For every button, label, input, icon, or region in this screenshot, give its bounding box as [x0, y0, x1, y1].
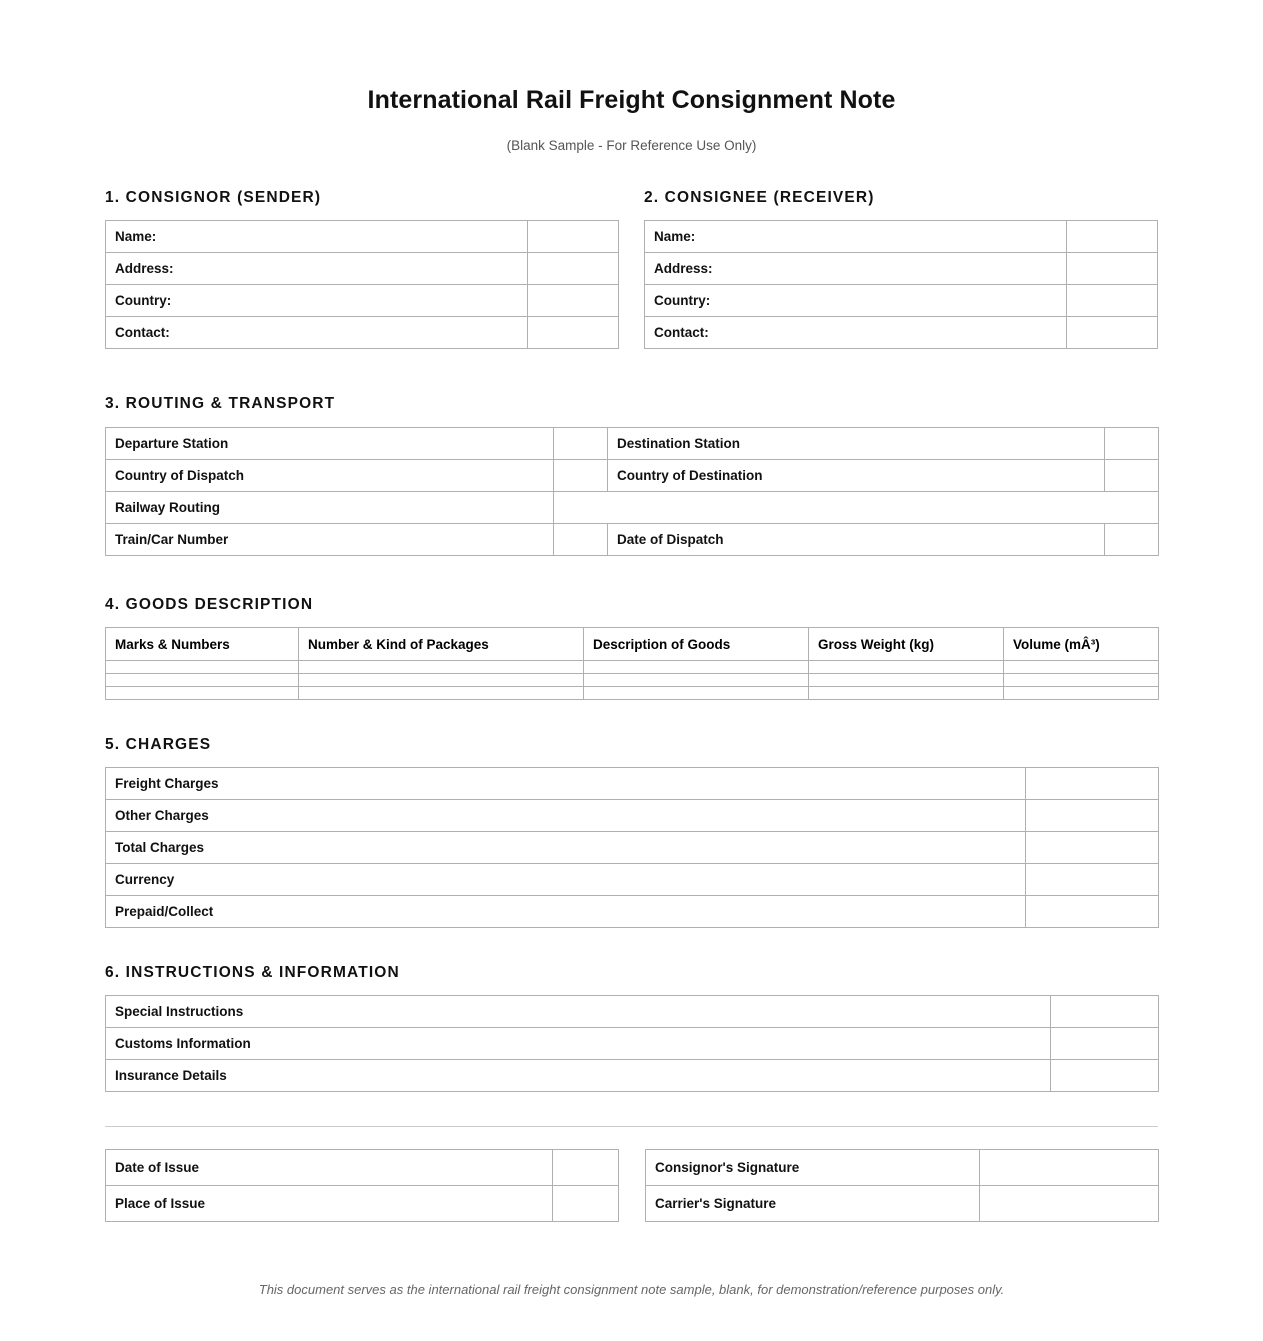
consignor-table — [105, 220, 619, 349]
goods-cell[interactable] — [299, 661, 584, 674]
table-row — [106, 460, 1159, 492]
country-of-dispatch-field[interactable] — [554, 460, 608, 492]
column-header-gross-weight: Gross Weight (kg) — [809, 628, 1004, 661]
other-charges-field[interactable] — [1026, 800, 1159, 832]
issue-table — [105, 1149, 619, 1222]
consignee-address-field[interactable] — [1067, 253, 1158, 285]
goods-cell[interactable] — [106, 661, 299, 674]
currency-label: Currency — [106, 864, 1026, 896]
goods-cell[interactable] — [299, 674, 584, 687]
consignor-name-field[interactable] — [528, 221, 619, 253]
section-heading-consignee: 2. CONSIGNEE (RECEIVER) — [644, 189, 875, 206]
departure-station-label: Departure Station — [106, 428, 554, 460]
table-row — [106, 800, 1159, 832]
table-row — [106, 768, 1159, 800]
page-title: International Rail Freight Consignment Note — [367, 86, 896, 114]
table-row — [106, 674, 1159, 687]
column-header-volume: Volume (mÂ³) — [1004, 628, 1159, 661]
consignee-table — [644, 220, 1158, 349]
goods-cell[interactable] — [584, 661, 809, 674]
table-row — [106, 996, 1159, 1028]
table-row — [106, 221, 619, 253]
consignee-address-label: Address: — [645, 253, 1067, 285]
railway-routing-field[interactable] — [554, 492, 1159, 524]
prepaid-collect-field[interactable] — [1026, 896, 1159, 928]
goods-cell[interactable] — [1004, 674, 1159, 687]
footer-note: This document serves as the international rail freight consignment note sample, blank, for demonstration/reference purposes only. — [258, 1282, 1005, 1297]
table-row — [106, 1186, 619, 1222]
country-of-dispatch-label: Country of Dispatch — [106, 460, 554, 492]
table-row — [106, 253, 619, 285]
special-instructions-field[interactable] — [1051, 996, 1159, 1028]
table-row — [106, 428, 1159, 460]
charges-table — [105, 767, 1159, 928]
column-header-marks-numbers: Marks & Numbers — [106, 628, 299, 661]
consignee-name-label: Name: — [645, 221, 1067, 253]
freight-charges-label: Freight Charges — [106, 768, 1026, 800]
section-heading-instructions: 6. INSTRUCTIONS & INFORMATION — [105, 964, 400, 981]
total-charges-field[interactable] — [1026, 832, 1159, 864]
country-of-destination-field[interactable] — [1105, 460, 1159, 492]
consignor-block — [105, 153, 618, 349]
goods-cell[interactable] — [584, 674, 809, 687]
consignee-contact-label: Contact: — [645, 317, 1067, 349]
table-row — [645, 253, 1158, 285]
column-header-packages: Number & Kind of Packages — [299, 628, 584, 661]
currency-field[interactable] — [1026, 864, 1159, 896]
table-row — [106, 317, 619, 349]
consignee-contact-field[interactable] — [1067, 317, 1158, 349]
table-row — [106, 832, 1159, 864]
prepaid-collect-label: Prepaid/Collect — [106, 896, 1026, 928]
goods-cell[interactable] — [106, 687, 299, 700]
consignor-name-label: Name: — [106, 221, 528, 253]
place-of-issue-label: Place of Issue — [106, 1186, 553, 1222]
table-row — [106, 1060, 1159, 1092]
freight-charges-field[interactable] — [1026, 768, 1159, 800]
other-charges-label: Other Charges — [106, 800, 1026, 832]
consignor-signature-field[interactable] — [980, 1150, 1159, 1186]
table-row — [106, 896, 1159, 928]
table-row — [106, 285, 619, 317]
place-of-issue-field[interactable] — [553, 1186, 619, 1222]
special-instructions-label: Special Instructions — [106, 996, 1051, 1028]
goods-cell[interactable] — [809, 687, 1004, 700]
date-of-dispatch-label: Date of Dispatch — [608, 524, 1105, 556]
consignor-address-field[interactable] — [528, 253, 619, 285]
carrier-signature-field[interactable] — [980, 1186, 1159, 1222]
table-row — [645, 317, 1158, 349]
page-subtitle: (Blank Sample - For Reference Use Only) — [506, 138, 757, 153]
goods-cell[interactable] — [1004, 661, 1159, 674]
consignee-country-label: Country: — [645, 285, 1067, 317]
table-row — [106, 661, 1159, 674]
goods-cell[interactable] — [809, 661, 1004, 674]
consignee-name-field[interactable] — [1067, 221, 1158, 253]
signature-row — [105, 1149, 1158, 1222]
column-header-description: Description of Goods — [584, 628, 809, 661]
table-header-row — [106, 628, 1159, 661]
insurance-details-field[interactable] — [1051, 1060, 1159, 1092]
goods-cell[interactable] — [1004, 687, 1159, 700]
train-car-number-field[interactable] — [554, 524, 608, 556]
consignor-address-label: Address: — [106, 253, 528, 285]
table-row — [106, 687, 1159, 700]
goods-cell[interactable] — [584, 687, 809, 700]
section-divider — [105, 1126, 1158, 1127]
routing-table — [105, 427, 1159, 556]
customs-information-label: Customs Information — [106, 1028, 1051, 1060]
table-row — [106, 1150, 619, 1186]
date-of-issue-label: Date of Issue — [106, 1150, 553, 1186]
goods-cell[interactable] — [299, 687, 584, 700]
table-row — [645, 285, 1158, 317]
consignor-signature-label: Consignor's Signature — [646, 1150, 980, 1186]
table-row — [106, 492, 1159, 524]
customs-information-field[interactable] — [1051, 1028, 1159, 1060]
goods-description-table — [105, 627, 1159, 700]
departure-station-field[interactable] — [554, 428, 608, 460]
consignor-contact-field[interactable] — [528, 317, 619, 349]
parties-row — [105, 153, 1158, 349]
goods-cell[interactable] — [106, 674, 299, 687]
consignee-block — [644, 153, 1157, 349]
total-charges-label: Total Charges — [106, 832, 1026, 864]
carrier-signature-label: Carrier's Signature — [646, 1186, 980, 1222]
table-row — [106, 1028, 1159, 1060]
section-heading-goods: 4. GOODS DESCRIPTION — [105, 596, 314, 613]
table-row — [106, 864, 1159, 896]
consignor-country-label: Country: — [106, 285, 528, 317]
goods-cell[interactable] — [809, 674, 1004, 687]
destination-station-field[interactable] — [1105, 428, 1159, 460]
railway-routing-label: Railway Routing — [106, 492, 554, 524]
country-of-destination-label: Country of Destination — [608, 460, 1105, 492]
consignor-contact-label: Contact: — [106, 317, 528, 349]
date-of-dispatch-field[interactable] — [1105, 524, 1159, 556]
table-row — [646, 1186, 1159, 1222]
date-of-issue-field[interactable] — [553, 1150, 619, 1186]
table-row — [645, 221, 1158, 253]
section-heading-routing: 3. ROUTING & TRANSPORT — [105, 395, 336, 412]
section-heading-consignor: 1. CONSIGNOR (SENDER) — [105, 189, 322, 206]
signatures-table — [645, 1149, 1159, 1222]
consignor-country-field[interactable] — [528, 285, 619, 317]
section-heading-charges: 5. CHARGES — [105, 736, 212, 753]
table-row — [646, 1150, 1159, 1186]
train-car-number-label: Train/Car Number — [106, 524, 554, 556]
instructions-table — [105, 995, 1159, 1092]
table-row — [106, 524, 1159, 556]
consignee-country-field[interactable] — [1067, 285, 1158, 317]
insurance-details-label: Insurance Details — [106, 1060, 1051, 1092]
destination-station-label: Destination Station — [608, 428, 1105, 460]
